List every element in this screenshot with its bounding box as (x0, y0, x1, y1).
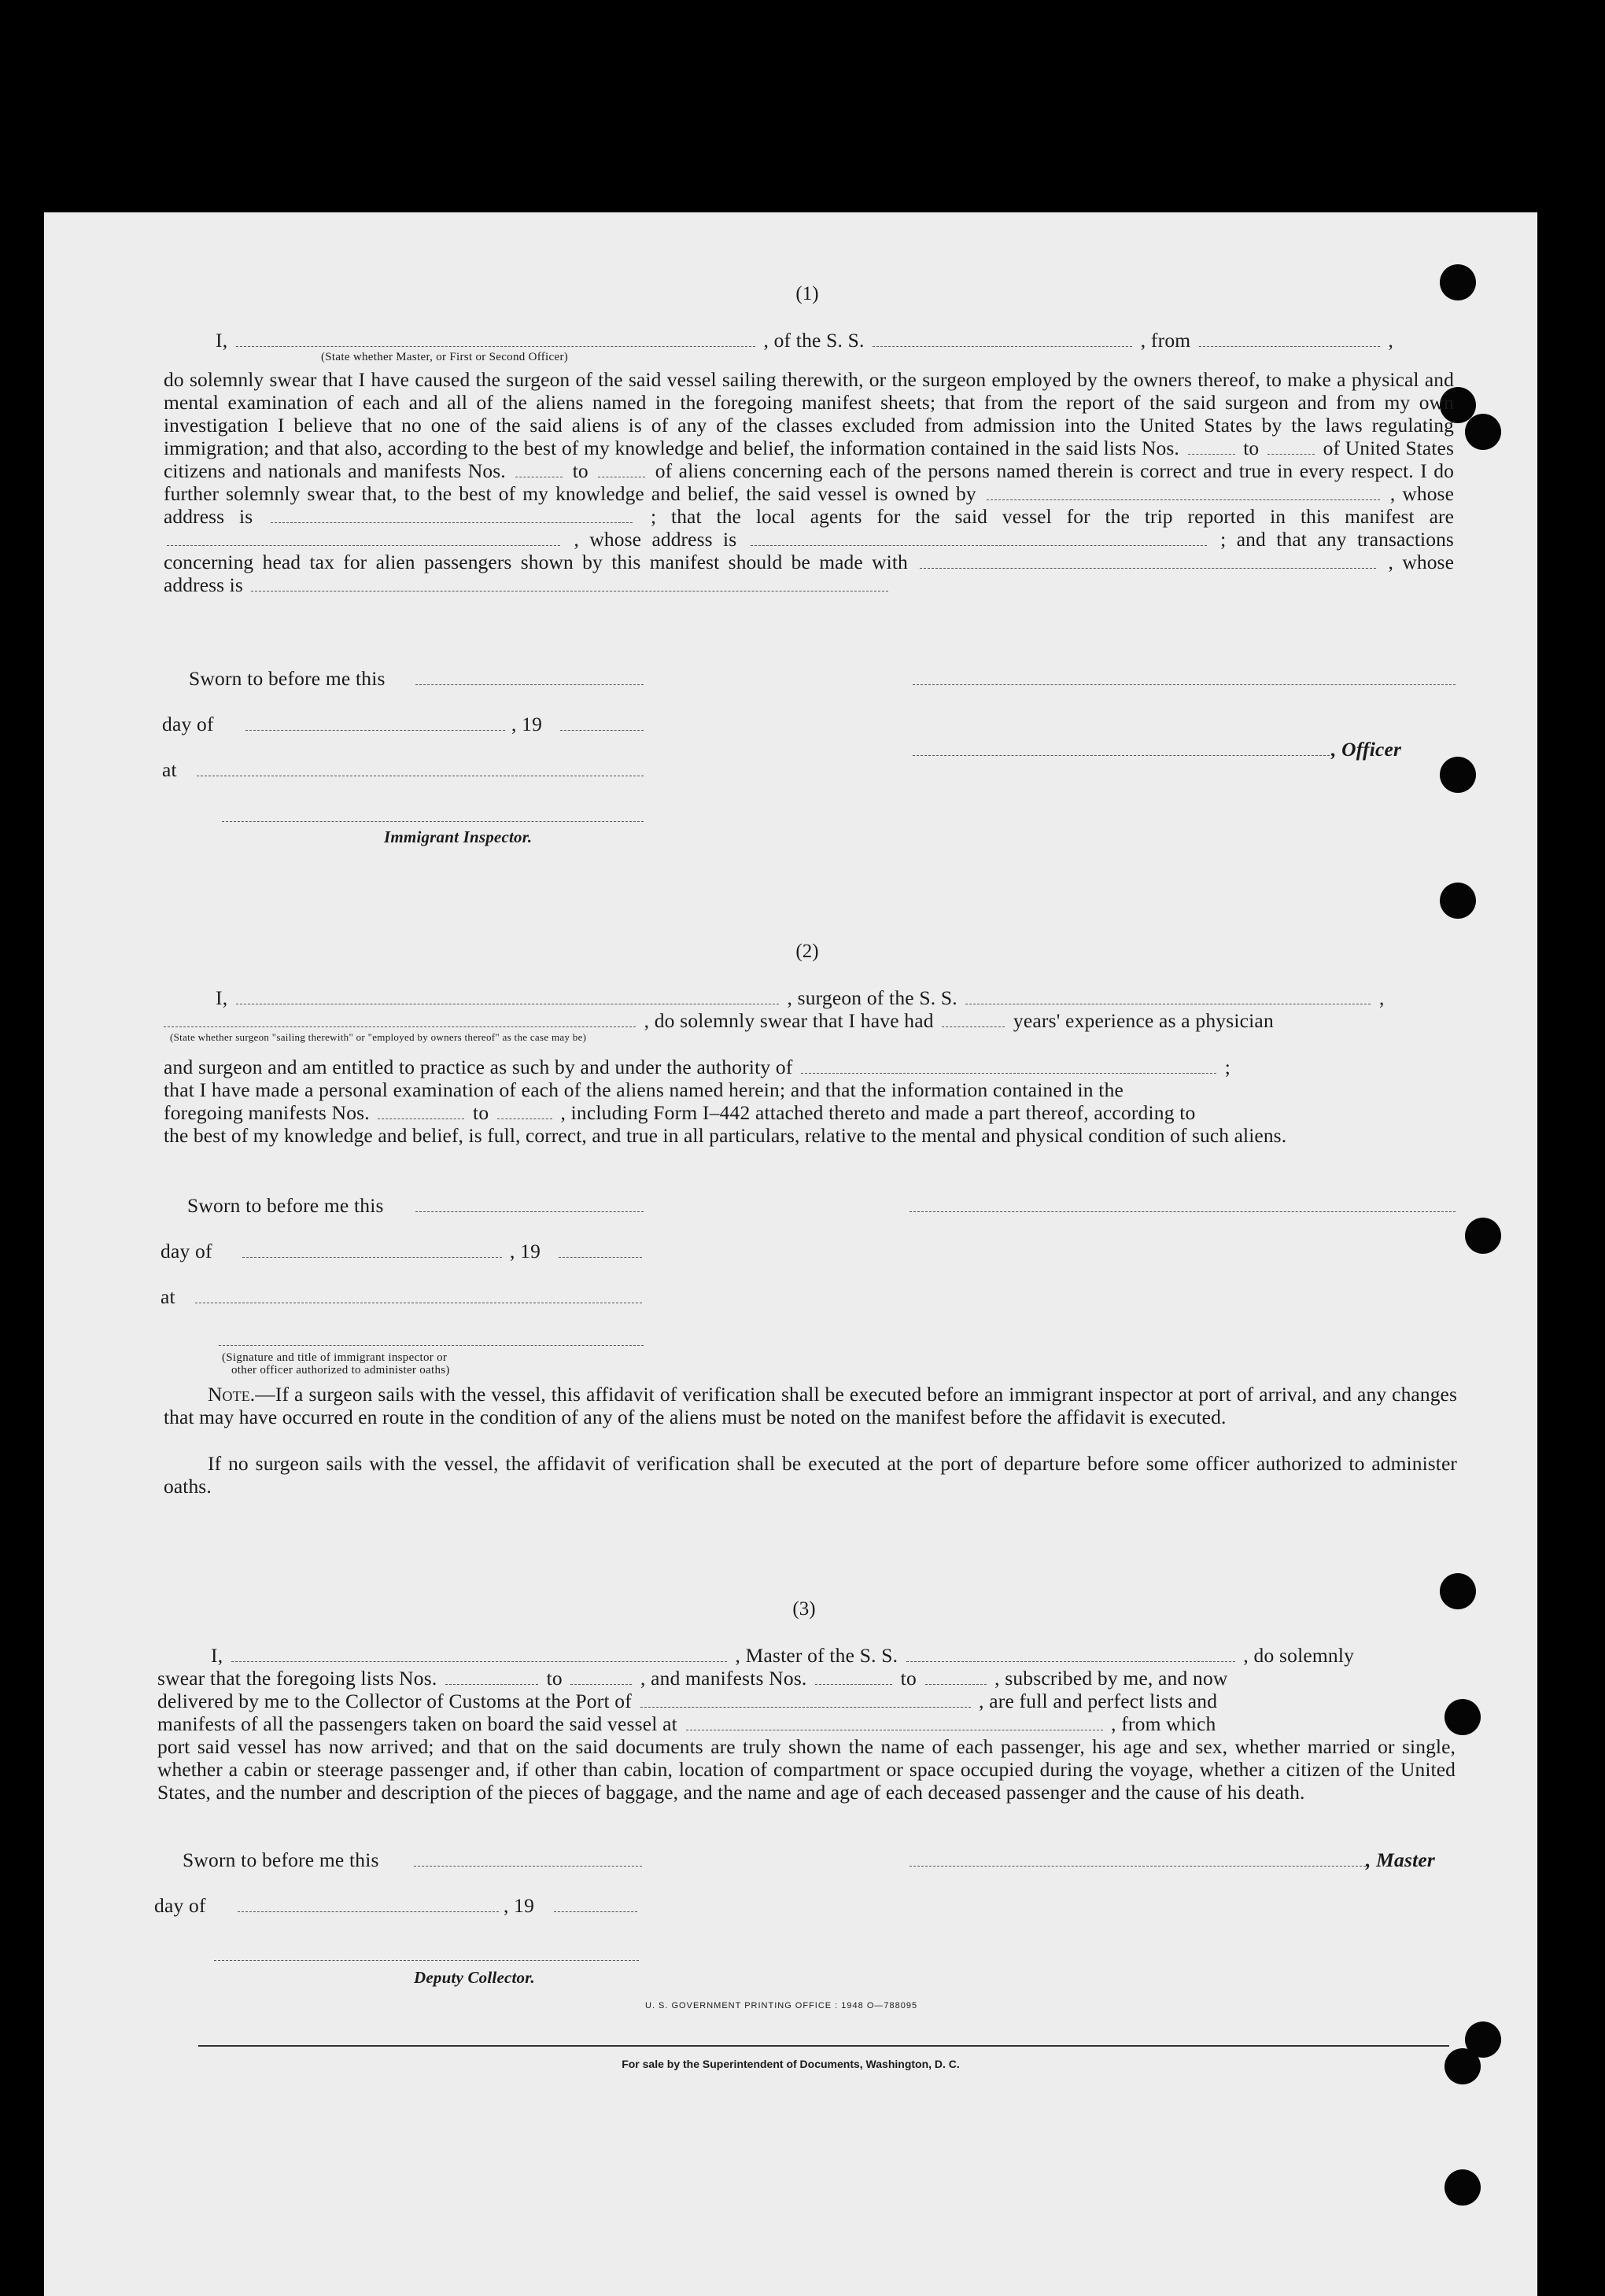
s1-agents-field[interactable] (167, 529, 560, 546)
s2-experience-line: , do solemnly swear that I have had years' experience as a physician (164, 1009, 1457, 1032)
s2-vessel-field[interactable] (965, 988, 1371, 1004)
s2-declarant-line: I, , surgeon of the S. S. , (216, 986, 1385, 1009)
s2-sworn-label: Sworn to before me this (187, 1194, 384, 1217)
s3-master-label: , Master (1366, 1848, 1436, 1871)
s2-year-label: , 19 (510, 1240, 541, 1262)
s1-day-of-field[interactable] (245, 730, 505, 731)
s3-line2: swear that the foregoing lists Nos. to , and manifests Nos. to , subscribed by me, and now (157, 1667, 1228, 1690)
s2-authority-line: and surgeon and am entitled to practice as such by and under the authority of ; (164, 1056, 1230, 1078)
s2-at-label: at (160, 1285, 175, 1308)
s1-manifests-to-field[interactable] (598, 461, 645, 477)
s3-collector-signature-line[interactable] (214, 1960, 639, 1961)
s3-manifests-to-field[interactable] (925, 1668, 987, 1685)
s1-name-field[interactable] (236, 330, 755, 347)
s2-line4: that I have made a personal examination of each of the aliens named herein; and that the information contained in the (164, 1078, 1124, 1101)
for-sale-notice: For sale by the Superintendent of Documents, Washington, D. C. (622, 2058, 960, 2070)
s3-master-signature-line[interactable] (910, 1866, 1366, 1867)
s3-year-field[interactable] (554, 1911, 637, 1912)
form-sheet (44, 212, 1537, 2296)
s2-authority-field[interactable] (801, 1057, 1216, 1074)
punch-hole (1440, 883, 1476, 919)
s3-day-of-field[interactable] (238, 1911, 499, 1912)
s2-years-field[interactable] (942, 1011, 1005, 1027)
s1-owner-address-field[interactable] (271, 507, 633, 523)
s3-oath-paragraph: port said vessel has now arrived; and that on the said documents are truly shown the name of each passenger, his age and sex, whether married or single, whether a cabin or steerage passenger and, if other than cabin, location of compartment or space occupied during the voyage, whether a citizen of the United States, and the number and description of the pieces of baggage, and the name and age of each deceased passenger and the cause of his death. (157, 1735, 1456, 1804)
section-1-number: (1) (795, 283, 819, 304)
s2-day-of-label: day of (160, 1240, 212, 1262)
s3-sworn-date-field[interactable] (414, 1866, 642, 1867)
s1-agents-address-field[interactable] (751, 529, 1207, 546)
s2-manifests-from-field[interactable] (378, 1103, 464, 1119)
s2-day-of-field[interactable] (242, 1257, 502, 1258)
s3-line1: I, , Master of the S. S. , do solemnly (211, 1644, 1355, 1667)
section-2-number: (2) (795, 941, 819, 962)
s1-day-of-label: day of (162, 713, 214, 735)
s3-port-field[interactable] (640, 1691, 971, 1708)
s2-manifests-to-field[interactable] (497, 1103, 552, 1119)
s1-caption: (State whether Master, or First or Second Officer) (321, 351, 569, 363)
s2-sworn-date-field[interactable] (415, 1211, 644, 1212)
s2-name-field[interactable] (236, 988, 779, 1004)
s2-capacity-field[interactable] (164, 1011, 636, 1027)
s3-year-label: , 19 (504, 1894, 535, 1917)
s2-sig-caption-2: other officer authorized to administer oaths) (231, 1364, 450, 1376)
s3-day-of-label: day of (154, 1894, 206, 1917)
s3-manifests-from-field[interactable] (815, 1668, 892, 1685)
s3-vessel-field[interactable] (906, 1646, 1235, 1662)
s1-inspector-signature-line[interactable] (222, 821, 644, 822)
s1-officer-signature-line[interactable] (913, 684, 1456, 685)
section-3-number: (3) (792, 1598, 816, 1620)
s1-sworn-label: Sworn to before me this (189, 667, 386, 690)
s2-manifests-line: foregoing manifests Nos. to , including Form I–442 attached thereto and made a part thereof, according to (164, 1101, 1196, 1124)
s3-lists-from-field[interactable] (445, 1668, 538, 1685)
s1-declarant-line: I, , of the S. S. , from , (216, 329, 1394, 352)
s2-line6: the best of my knowledge and belief, is full, correct, and true in all particulars, relative to the mental and physical condition of such aliens. (164, 1124, 1287, 1147)
s1-owner-field[interactable] (987, 484, 1380, 500)
s1-lists-from-field[interactable] (1188, 438, 1235, 455)
punch-hole (1440, 757, 1476, 793)
s3-line3: delivered by me to the Collector of Customs at the Port of , are full and perfect lists and (157, 1690, 1218, 1712)
punch-hole (1465, 1218, 1501, 1254)
s1-sworn-date-field[interactable] (415, 684, 644, 685)
s3-embark-port-field[interactable] (686, 1714, 1103, 1730)
footer-rule (198, 2045, 1449, 2047)
s1-year-label: , 19 (511, 713, 543, 735)
punch-hole (1444, 2169, 1481, 2206)
s1-headtax-field[interactable] (920, 552, 1376, 569)
s1-inspector-label: Immigrant Inspector. (384, 827, 533, 846)
punch-hole (1440, 264, 1476, 300)
s1-vessel-field[interactable] (873, 330, 1132, 347)
s1-year-field[interactable] (560, 730, 644, 731)
s3-lists-to-field[interactable] (570, 1668, 632, 1685)
s1-lists-to-field[interactable] (1267, 438, 1315, 455)
s2-surgeon-signature-line[interactable] (910, 1211, 1456, 1212)
s1-at-label: at (162, 758, 177, 781)
s2-year-field[interactable] (559, 1257, 642, 1258)
s3-deputy-label: Deputy Collector. (414, 1968, 535, 1987)
s2-note: Note.—If a surgeon sails with the vessel, this affidavit of verification shall be executed before an immigrant inspector at port of arrival, and any changes that may have occurred en route in the condition of any of the aliens must be noted on the manifest before the affidavit is executed. (164, 1383, 1457, 1428)
punch-hole (1465, 414, 1501, 450)
s3-name-field[interactable] (231, 1646, 727, 1662)
s1-officer-label: , Officer (1331, 738, 1402, 761)
s2-caption: (State whether surgeon "sailing therewith" or "employed by owners thereof" as the case may be) (170, 1031, 587, 1043)
s1-headtax-address-field[interactable] (251, 575, 888, 592)
s1-officer-title-line[interactable] (913, 755, 1330, 756)
s3-sworn-label: Sworn to before me this (183, 1848, 379, 1871)
printing-office-imprint: U. S. GOVERNMENT PRINTING OFFICE : 1948 O—788095 (645, 2001, 918, 2010)
s2-note-2: If no surgeon sails with the vessel, the affidavit of verification shall be executed at the port of departure before some officer authorized to administer oaths. (164, 1452, 1457, 1498)
punch-hole (1440, 1573, 1476, 1609)
s1-manifests-from-field[interactable] (515, 461, 563, 477)
s1-oath-paragraph: do solemnly swear that I have caused the surgeon of the said vessel sailing therewith, or the surgeon employed by the owners thereof, to make a physical and mental examination of each and all of the aliens named in the foregoing manifest sheets; that from the report of the said surgeon and from my own investigation I believe that no one of the said aliens is of any of the classes excluded from admission into the United States by the laws regulating immigration; and that also, according to the best of my knowledge and belief, the information contained in the said lists Nos. to of United States citizens and nationals and manifests Nos. to of aliens concerning each of the persons named therein is correct and true in every respect. I do further solemnly swear that, to the best of my knowledge and belief, the said vessel is owned by , whose address is ; that the local agents for the said vessel for the trip reported in this manifest are , whose address is ; and that any transactions concerning head tax for alien passengers shown by this manifest should be made with , whose address is (164, 368, 1455, 596)
s2-inspector-signature-line[interactable] (219, 1345, 644, 1346)
s3-line4: manifests of all the passengers taken on board the said vessel at , from which (157, 1712, 1216, 1735)
s2-sig-caption-1: (Signature and title of immigrant inspector or (222, 1351, 448, 1364)
s1-from-field[interactable] (1199, 330, 1380, 347)
